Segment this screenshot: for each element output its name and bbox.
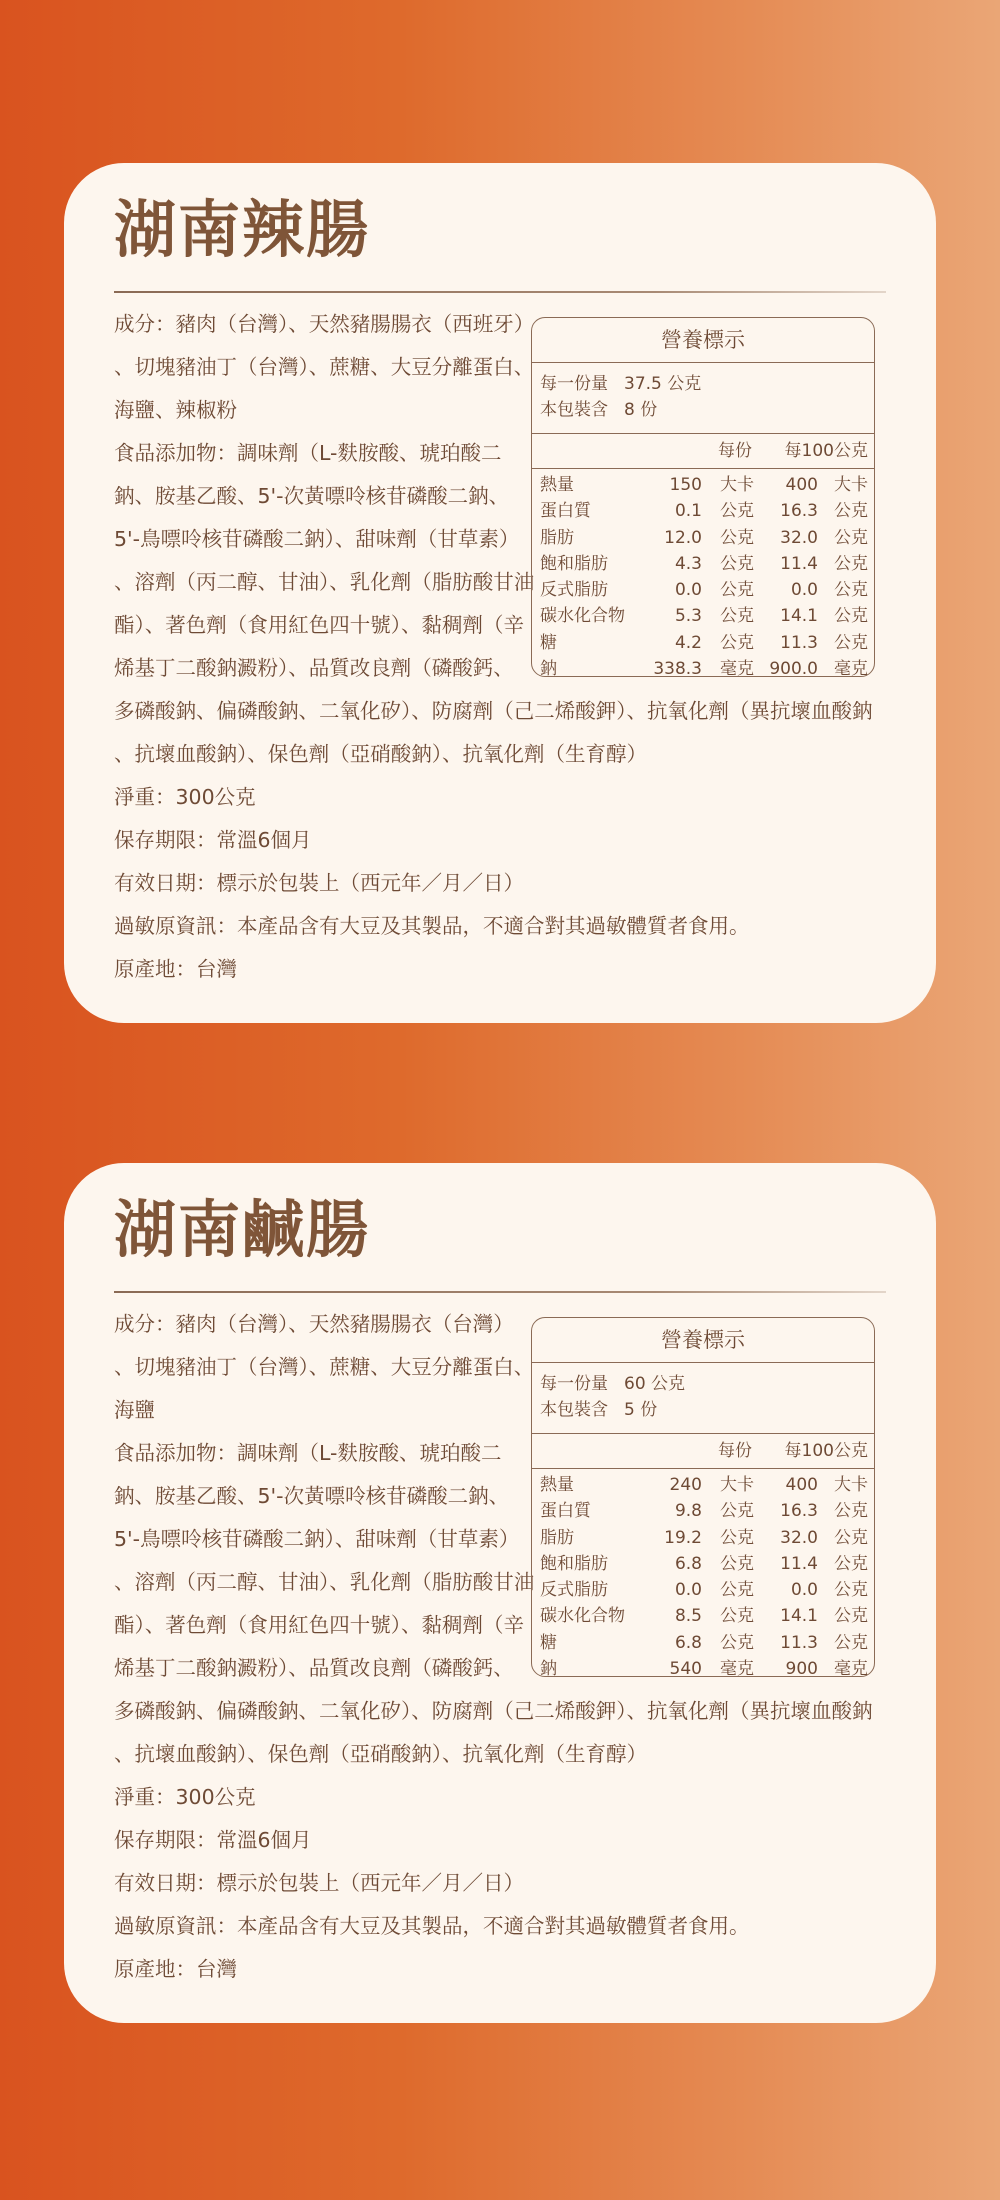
nutrient-name: 熱量 [540, 1475, 574, 1495]
per-serving-value: 8.5 [674, 1606, 702, 1627]
nutrition-row [532, 1656, 874, 1682]
per-serving-value: 19.2 [664, 1527, 702, 1548]
servings-per-package-label: 本包裝含 [540, 400, 608, 420]
per-serving-unit: 公克 [720, 1553, 754, 1574]
info-line: 烯基丁二酸鈉澱粉）、品質改良劑（磷酸鈣、 [114, 1656, 514, 1680]
info-line: 保存期限：常溫6個月 [114, 828, 312, 852]
product-title: 湖南辣腸 [114, 193, 371, 266]
nutrient-name: 鈉 [540, 659, 557, 680]
nutrient-name: 脂肪 [540, 1527, 574, 1548]
per-100g-value: 32.0 [780, 527, 818, 548]
per-100g-unit: 公克 [834, 501, 868, 522]
per-100g-value: 400 [785, 1475, 818, 1495]
servings-per-package-row [540, 1398, 657, 1422]
nutrient-name: 糖 [540, 632, 557, 653]
servings-per-package-row [540, 398, 657, 422]
per-100g-value: 11.3 [780, 1632, 818, 1653]
per-100g-unit: 公克 [834, 1553, 868, 1574]
nutrition-title: 營養標示 [532, 1318, 874, 1363]
info-line: 淨重：300公克 [114, 1785, 256, 1809]
per-100g-unit: 公克 [834, 527, 868, 548]
info-line: 、抗壞血酸鈉）、保色劑（亞硝酸鈉）、抗氧化劑（生育醇） [114, 1742, 647, 1766]
per-100g-unit: 大卡 [834, 1475, 868, 1495]
info-line: 多磷酸鈉、偏磷酸鈉、二氧化矽）、防腐劑（己二烯酸鉀）、抗氧化劑（異抗壞血酸鈉 [114, 1699, 873, 1723]
serving-info [532, 1363, 874, 1434]
per-100g-value: 16.3 [780, 1501, 818, 1522]
info-line: 過敏原資訊：本產品含有大豆及其製品，不適合對其過敏體質者食用。 [114, 914, 750, 938]
product-title: 湖南鹹腸 [114, 1193, 371, 1266]
per-100g-value: 16.3 [780, 501, 818, 522]
per-100g-unit: 大卡 [834, 475, 868, 495]
nutrition-row [532, 603, 874, 629]
per-100g-value: 0.0 [790, 580, 818, 601]
nutrition-row [532, 1603, 874, 1629]
per-serving-value: 4.2 [674, 632, 702, 653]
per-100g-value: 32.0 [780, 1527, 818, 1548]
serving-size-row [540, 372, 701, 396]
nutrient-name: 反式脂肪 [540, 1580, 608, 1601]
per-100g-header: 每100公克 [784, 441, 868, 461]
per-100g-value: 11.3 [780, 632, 818, 653]
info-line: 、抗壞血酸鈉）、保色劑（亞硝酸鈉）、抗氧化劑（生育醇） [114, 742, 647, 766]
per-100g-unit: 公克 [834, 553, 868, 574]
per-100g-unit: 公克 [834, 1606, 868, 1627]
info-line: 多磷酸鈉、偏磷酸鈉、二氧化矽）、防腐劑（己二烯酸鉀）、抗氧化劑（異抗壞血酸鈉 [114, 699, 873, 723]
title-divider [114, 291, 886, 293]
per-serving-unit: 公克 [720, 606, 754, 627]
serving-size-row [540, 1372, 685, 1396]
nutrition-row [532, 1498, 874, 1524]
per-100g-unit: 公克 [834, 1501, 868, 1522]
nutrition-row [532, 630, 874, 656]
serving-size-label: 每一份量 [540, 1374, 608, 1394]
per-100g-value: 0.0 [790, 1580, 818, 1601]
info-line: 原產地：台灣 [114, 1957, 237, 1981]
per-serving-unit: 公克 [720, 1501, 754, 1522]
nutrition-row [532, 1577, 874, 1603]
nutrient-name: 鈉 [540, 1659, 557, 1680]
info-line: 保存期限：常溫6個月 [114, 1828, 312, 1852]
nutrition-row [532, 577, 874, 603]
per-serving-unit: 大卡 [720, 1475, 754, 1495]
per-serving-value: 0.0 [674, 1580, 702, 1601]
servings-per-package-label: 本包裝含 [540, 1400, 608, 1420]
info-line: 酯）、著色劑（食用紅色四十號）、黏稠劑（辛 [114, 1613, 524, 1637]
per-serving-unit: 大卡 [720, 475, 754, 495]
per-serving-unit: 公克 [720, 527, 754, 548]
nutrition-row [532, 525, 874, 551]
per-100g-value: 14.1 [780, 1606, 818, 1627]
per-100g-unit: 公克 [834, 1632, 868, 1653]
nutrition-row [532, 656, 874, 682]
info-line: 成分：豬肉（台灣）、天然豬腸腸衣（台灣） [114, 1312, 514, 1336]
per-100g-value: 900.0 [769, 659, 818, 680]
nutrition-facts-panel [531, 1317, 875, 1680]
nutrient-name: 糖 [540, 1632, 557, 1653]
title-divider [114, 1291, 886, 1293]
info-line: 、溶劑（丙二醇、甘油）、乳化劑（脂肪酸甘油 [114, 1570, 535, 1594]
per-serving-value: 338.3 [653, 659, 702, 680]
product-card-spicy-sausage [64, 163, 936, 1023]
nutrition-row [532, 1525, 874, 1551]
per-serving-value: 6.8 [674, 1553, 702, 1574]
per-100g-unit: 公克 [834, 580, 868, 601]
per-serving-value: 6.8 [674, 1632, 702, 1653]
info-line: 海鹽 [114, 1398, 155, 1422]
per-serving-value: 0.0 [674, 580, 702, 601]
nutrition-row [532, 1472, 874, 1498]
nutrient-name: 熱量 [540, 475, 574, 495]
per-100g-value: 14.1 [780, 606, 818, 627]
per-serving-header: 每份 [718, 1441, 752, 1461]
per-100g-value: 11.4 [780, 1553, 818, 1574]
nutrition-title: 營養標示 [532, 318, 874, 363]
serving-size-value: 60 公克 [624, 1374, 686, 1394]
nutrition-row [532, 498, 874, 524]
per-serving-unit: 公克 [720, 580, 754, 601]
per-100g-unit: 公克 [834, 606, 868, 627]
nutrition-rows [532, 469, 874, 682]
per-100g-unit: 公克 [834, 1527, 868, 1548]
nutrient-name: 反式脂肪 [540, 580, 608, 601]
nutrition-row [532, 551, 874, 577]
info-line: 鈉、胺基乙酸、5'-次黃嘌呤核苷磷酸二鈉、 [114, 484, 510, 508]
nutrient-name: 飽和脂肪 [540, 553, 608, 574]
servings-per-package-value: 5 份 [624, 1400, 658, 1420]
nutrition-facts-panel [531, 317, 875, 680]
per-serving-unit: 毫克 [720, 1659, 754, 1680]
per-serving-unit: 公克 [720, 1606, 754, 1627]
per-serving-value: 12.0 [664, 527, 702, 548]
nutrient-name: 碳水化合物 [540, 606, 625, 627]
nutrient-name: 飽和脂肪 [540, 1553, 608, 1574]
info-line: 鈉、胺基乙酸、5'-次黃嘌呤核苷磷酸二鈉、 [114, 1484, 510, 1508]
servings-per-package-value: 8 份 [624, 400, 658, 420]
per-serving-unit: 公克 [720, 501, 754, 522]
per-100g-value: 900 [785, 1659, 818, 1680]
info-line: 、切塊豬油丁（台灣）、蔗糖、大豆分離蛋白、 [114, 355, 535, 379]
per-serving-unit: 公克 [720, 1580, 754, 1601]
info-line: 成分：豬肉（台灣）、天然豬腸腸衣（西班牙） [114, 312, 535, 336]
info-line: 食品添加物：調味劑（L-麩胺酸、琥珀酸二 [114, 441, 502, 465]
per-serving-value: 0.1 [674, 501, 702, 522]
info-line: 、溶劑（丙二醇、甘油）、乳化劑（脂肪酸甘油 [114, 570, 535, 594]
nutrient-name: 蛋白質 [540, 501, 591, 522]
info-line: 5'-鳥嘌呤核苷磷酸二鈉）、甜味劑（甘草素） [114, 527, 520, 551]
per-serving-unit: 公克 [720, 1632, 754, 1653]
per-100g-unit: 公克 [834, 1580, 868, 1601]
nutrition-row [532, 472, 874, 498]
per-serving-unit: 公克 [720, 1527, 754, 1548]
product-card-salty-sausage [64, 1163, 936, 2023]
per-serving-value: 150 [669, 475, 702, 495]
nutrition-column-headers [532, 434, 874, 469]
nutrition-row [532, 1551, 874, 1577]
info-line: 過敏原資訊：本產品含有大豆及其製品，不適合對其過敏體質者食用。 [114, 1914, 750, 1938]
info-line: 酯）、著色劑（食用紅色四十號）、黏稠劑（辛 [114, 613, 524, 637]
nutrient-name: 蛋白質 [540, 1501, 591, 1522]
info-line: 、切塊豬油丁（台灣）、蔗糖、大豆分離蛋白、 [114, 1355, 535, 1379]
per-100g-header: 每100公克 [784, 1441, 868, 1461]
per-serving-unit: 公克 [720, 553, 754, 574]
nutrient-name: 碳水化合物 [540, 1606, 625, 1627]
serving-size-value: 37.5 公克 [624, 374, 702, 394]
info-line: 有效日期：標示於包裝上（西元年／月／日） [114, 871, 524, 895]
info-line: 淨重：300公克 [114, 785, 256, 809]
nutrition-rows [532, 1469, 874, 1682]
per-serving-value: 240 [669, 1475, 702, 1495]
per-serving-value: 5.3 [674, 606, 702, 627]
info-line: 有效日期：標示於包裝上（西元年／月／日） [114, 1871, 524, 1895]
serving-info [532, 363, 874, 434]
info-line: 原產地：台灣 [114, 957, 237, 981]
info-line: 烯基丁二酸鈉澱粉）、品質改良劑（磷酸鈣、 [114, 656, 514, 680]
serving-size-label: 每一份量 [540, 374, 608, 394]
info-line: 食品添加物：調味劑（L-麩胺酸、琥珀酸二 [114, 1441, 502, 1465]
per-100g-value: 11.4 [780, 553, 818, 574]
per-serving-unit: 公克 [720, 632, 754, 653]
per-100g-unit: 毫克 [834, 659, 868, 680]
nutrient-name: 脂肪 [540, 527, 574, 548]
per-serving-value: 540 [669, 1659, 702, 1680]
per-100g-unit: 公克 [834, 632, 868, 653]
nutrition-row [532, 1630, 874, 1656]
per-100g-value: 400 [785, 475, 818, 495]
info-line: 5'-鳥嘌呤核苷磷酸二鈉）、甜味劑（甘草素） [114, 1527, 520, 1551]
per-100g-unit: 毫克 [834, 1659, 868, 1680]
per-serving-value: 9.8 [674, 1501, 702, 1522]
per-serving-header: 每份 [718, 441, 752, 461]
per-serving-unit: 毫克 [720, 659, 754, 680]
per-serving-value: 4.3 [674, 553, 702, 574]
info-line: 海鹽、辣椒粉 [114, 398, 237, 422]
nutrition-column-headers [532, 1434, 874, 1469]
